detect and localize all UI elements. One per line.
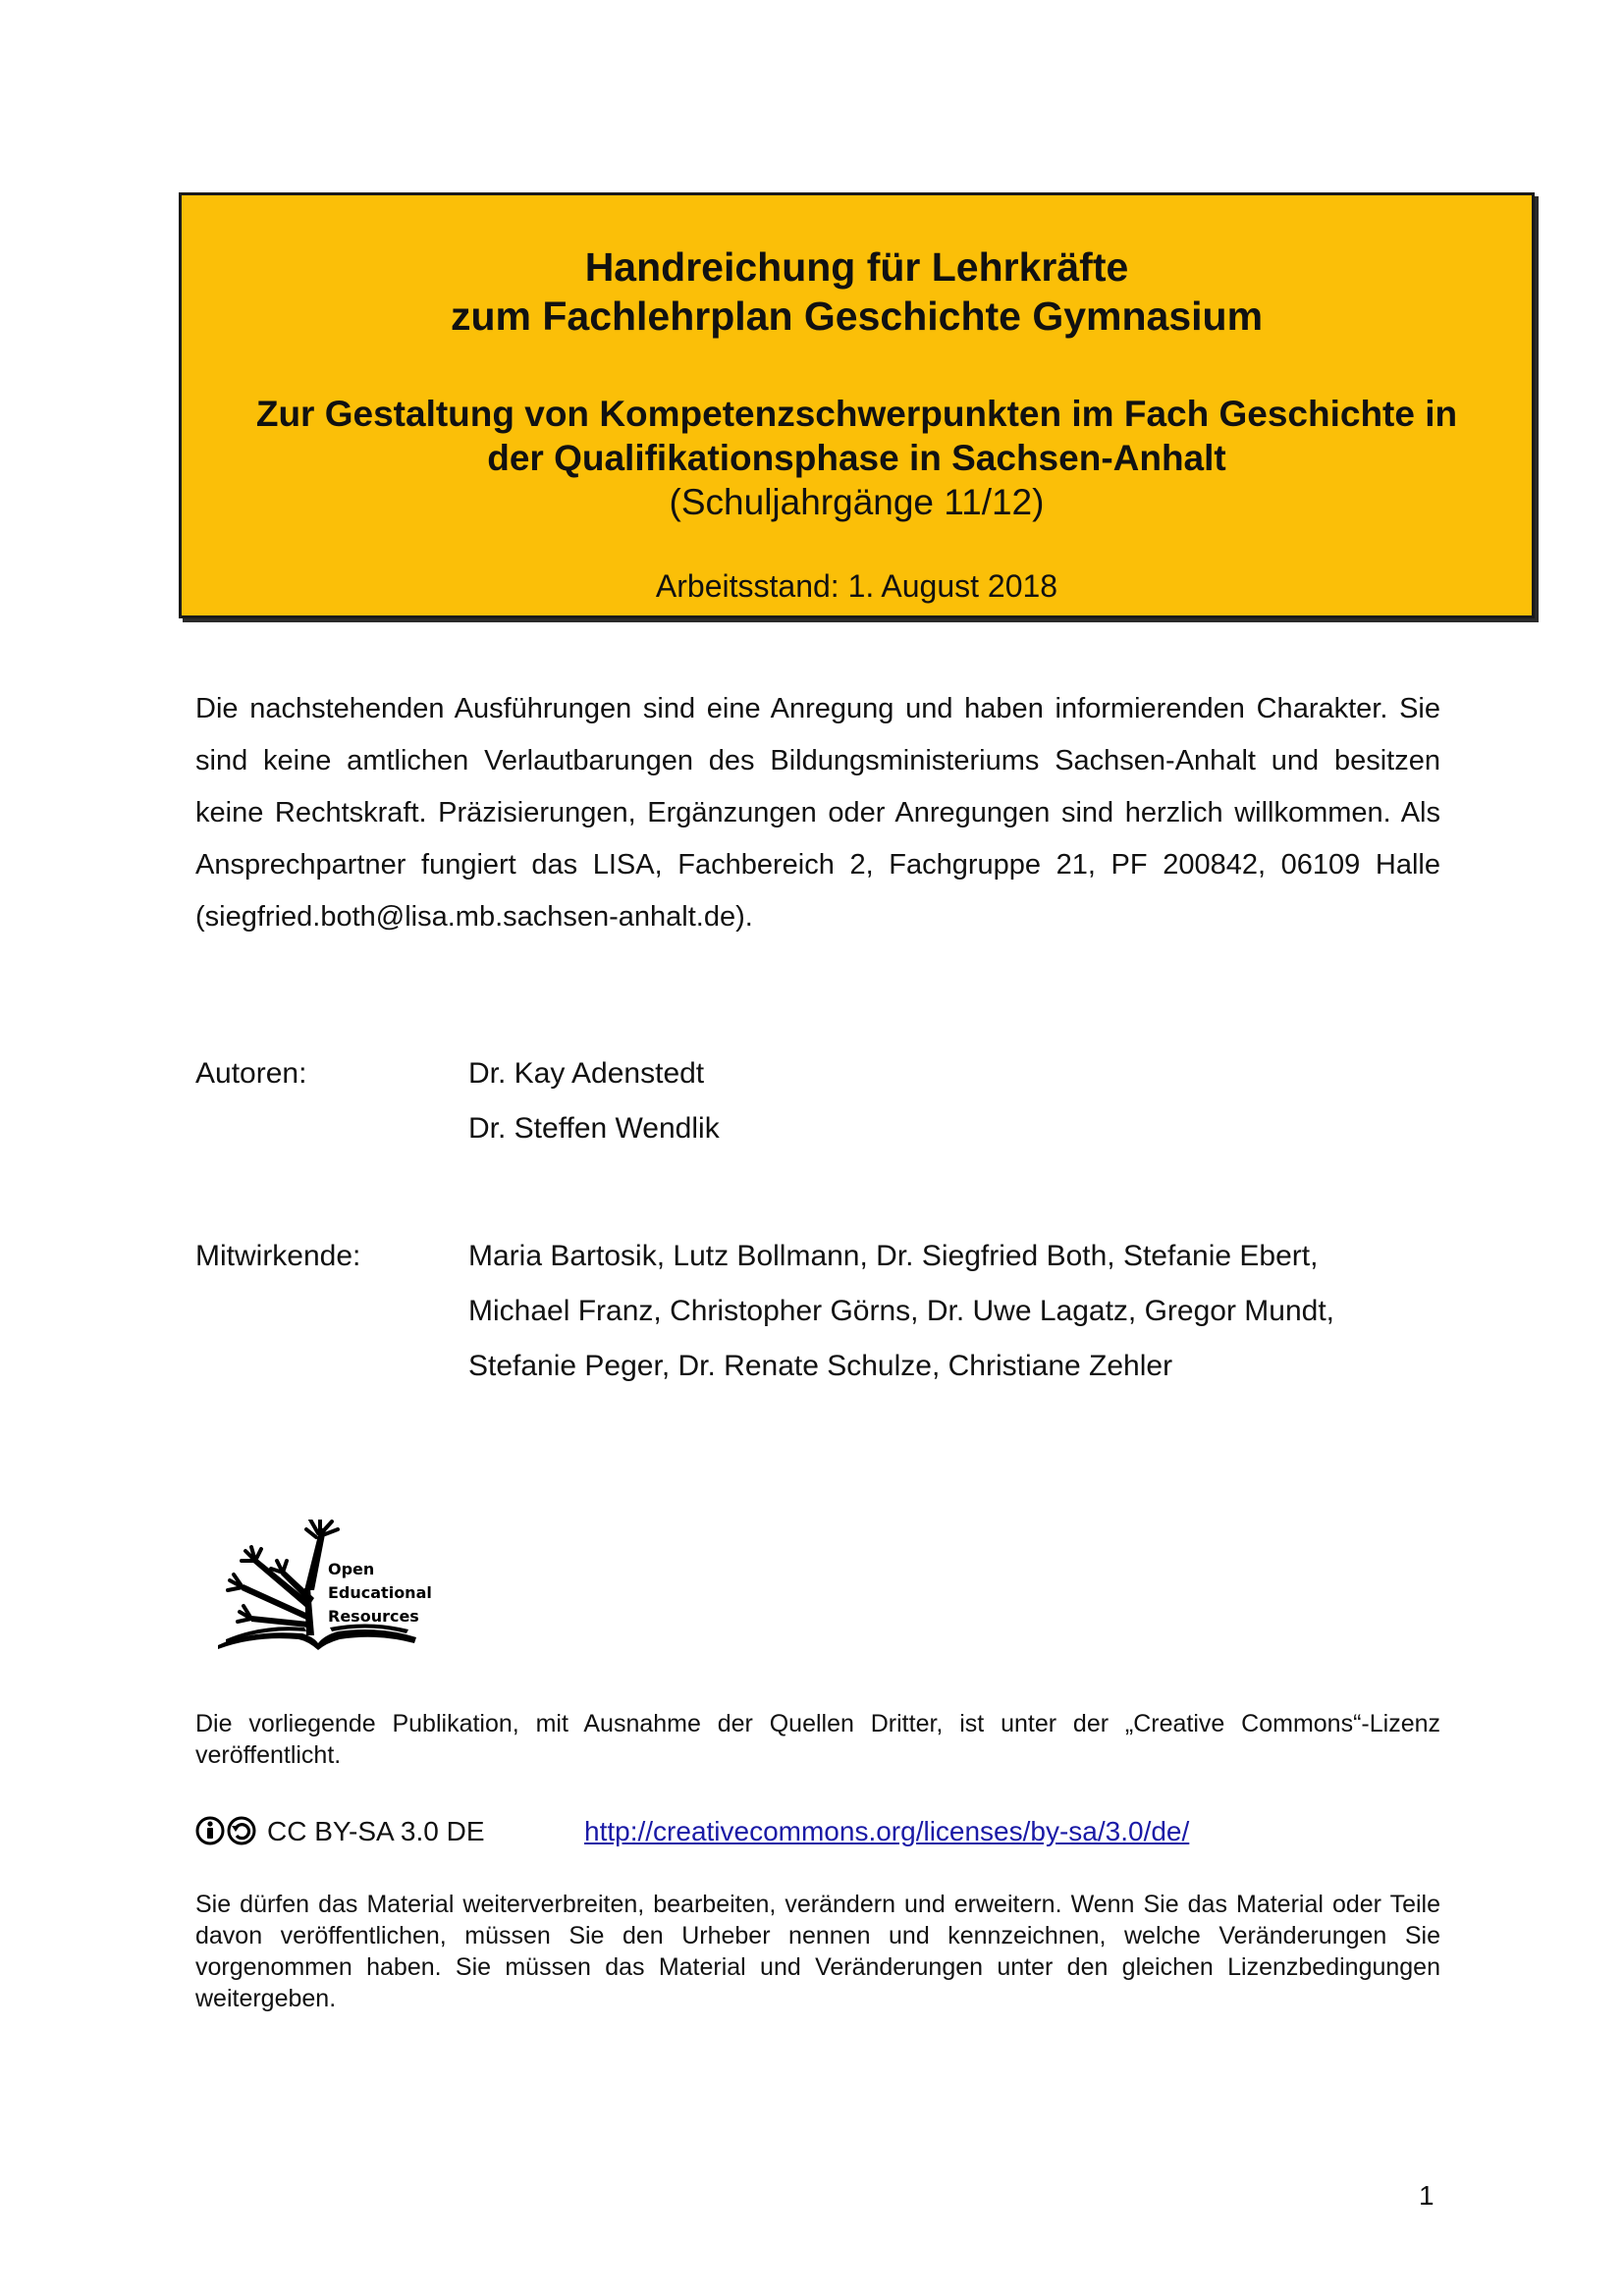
subtitle-line-1: Zur Gestaltung von Kompetenzschwerpunkten im Fach Geschichte in	[255, 394, 1458, 434]
subtitle-line-2: der Qualifikationsphase in Sachsen-Anhalt	[487, 438, 1226, 478]
contributors-line: Michael Franz, Christopher Görns, Dr. Uwe Lagatz, Gregor Mundt,	[468, 1295, 1335, 1327]
contributors-label: Mitwirkende:	[195, 1240, 361, 1272]
oer-text-open: Open	[328, 1560, 375, 1578]
page-number: 1	[1419, 2180, 1435, 2211]
oer-text-educational: Educational	[328, 1583, 432, 1602]
cc-by-icon	[197, 1818, 223, 1843]
author-name: Dr. Steffen Wendlik	[468, 1112, 720, 1145]
cc-license-link[interactable]: http://creativecommons.org/licenses/by-sa/3.0/de/	[584, 1816, 1190, 1846]
oer-text-resources: Resources	[328, 1607, 419, 1626]
title-line-1: Handreichung für Lehrkräfte	[584, 244, 1129, 290]
cc-by-sa-icons	[195, 1815, 258, 1846]
title-line-2: zum Fachlehrplan Geschichte Gymnasium	[450, 294, 1264, 339]
contributors-line: Stefanie Peger, Dr. Renate Schulze, Christiane Zehler	[468, 1350, 1173, 1382]
usage-note: Sie dürfen das Material weiterverbreiten, bearbeiten, verändern und erweitern. Wenn Sie das Material oder Teile davon veröffentlichen, müssen Sie den Urheber nennen und kennzeichnen, welche Veränderungen Sie vorgenommen haben. Sie müssen das Material und Veränderungen unter den gleichen Lizenzbedingungen weitergeben.	[195, 1891, 1440, 2012]
author-name: Dr. Kay Adenstedt	[468, 1057, 705, 1090]
publication-note: Die vorliegende Publikation, mit Ausnahme der Quellen Dritter, ist unter der „Creative Commons“-Lizenz veröffentlicht.	[195, 1710, 1440, 1769]
authors-list	[468, 1046, 720, 1156]
open-educational-resources-logo	[212, 1520, 438, 1655]
grades-line: (Schuljahrgänge 11/12)	[669, 482, 1045, 522]
cc-license-label: CC BY-SA 3.0 DE	[267, 1816, 485, 1846]
title-box	[179, 192, 1535, 618]
authors-label: Autoren:	[195, 1057, 307, 1090]
contributors-line: Maria Bartosik, Lutz Bollmann, Dr. Siegfried Both, Stefanie Ebert,	[468, 1240, 1319, 1272]
cc-sa-icon	[229, 1818, 254, 1843]
intro-paragraph: Die nachstehenden Ausführungen sind eine Anregung und haben informierenden Charakter. Sie sind keine amtlichen Verlautbarungen des Bildungsministeriums Sachsen-Anhalt und besitzen keine Rechtskraft. Präzisierungen, Ergänzungen oder Anregungen sind herzlich willkommen. Als Ansprechpartner fungiert das LISA, Fachbereich 2, Fachgruppe 21, PF 200842, 06109 Halle (siegfried.both@lisa.mb.sachsen-anhalt.de).	[195, 693, 1440, 933]
status-line: Arbeitsstand: 1. August 2018	[655, 568, 1058, 604]
contributors-list	[468, 1229, 1334, 1394]
